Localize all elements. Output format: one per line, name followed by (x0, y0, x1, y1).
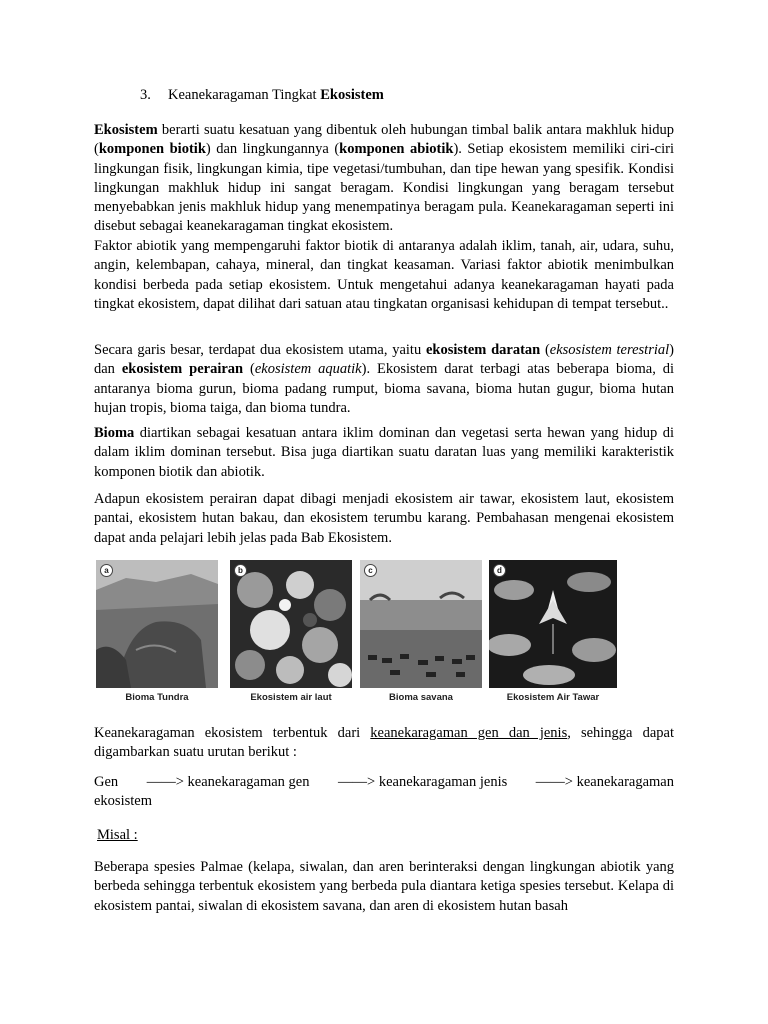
underlined-phrase: keanekaragaman gen dan jenis (370, 725, 568, 741)
text: diartikan sebagai kesatuan antara iklim dominan dan vegetasi serta hewan yang hidup di dalam iklim dominan tersebut. Bisa juga diartikan suatu daratan luas yang memiliki karakteristik komponen biotik dan abiotik. (94, 425, 674, 480)
ecosystem-figure (94, 560, 624, 708)
text: berarti suatu kesatuan yang dibentuk oleh hubungan timbal balik antara makhluk hidup ( (94, 122, 674, 158)
paragraph-faktor-abiotik: Faktor abiotik yang mempengaruhi faktor biotik di antaranya adalah iklim, tanah, air, udara, suhu, angin, kelembapan, cahaya, mineral, dan tingkat keasaman. Variasi faktor abiotik menimbulkan kondisi berbeda pada setiap ekosistem. Untuk mengetahui adanya keanekaragaman hayati pada tingkat ekosistem, dapat dilihat dari satuan atau tingkatan organisasi kehidupan di tempat tersebut.. (94, 238, 674, 312)
text: ) dan lingkungannya ( (205, 141, 340, 158)
term-komponen-biotik: komponen biotik (98, 141, 206, 158)
section-heading (140, 86, 384, 105)
panel-letter-a: a (100, 564, 113, 577)
sequence-line (94, 773, 674, 792)
term-bioma: Bioma (94, 425, 135, 441)
caption-bioma-savana: Bioma savana (389, 692, 453, 703)
term-aquatik: ekosistem aquatik (254, 361, 362, 378)
term-komponen-abiotik: komponen abiotik (339, 141, 454, 158)
text: ( (243, 361, 255, 378)
term-ekosistem-perairan: ekosistem perairan (121, 361, 244, 378)
caption-ekosistem-air-laut: Ekosistem air laut (250, 692, 332, 703)
paragraph-ekosistem-definition (94, 121, 674, 237)
panel-letter-d: d (493, 564, 506, 577)
panel-letter-b: b (234, 564, 247, 577)
term-ekosistem-daratan: ekosistem daratan (425, 342, 541, 358)
sequence-ekosistem: ekosistem (94, 793, 152, 810)
text: ). Ekosistem darat terbagi atas beberapa bioma, di antaranya bioma gurun, bioma padang rumput, bioma savana, bioma hutan gugur, bioma hutan hujan tropis, bioma taiga, dan bioma tundra. (94, 361, 675, 416)
term-terestrial: eksosistem terestrial (549, 342, 670, 358)
photo-bioma-tundra (96, 560, 218, 688)
text: Keanekaragaman ekosistem terbentuk dari (94, 725, 371, 741)
caption-ekosistem-air-tawar: Ekosistem Air Tawar (506, 692, 600, 703)
paragraph-keanekaragaman-ekosistem (94, 724, 674, 763)
paragraph-palmae-example: Beberapa spesies Palmae (kelapa, siwalan, dan aren berinteraksi dengan lingkungan abiotik yang berbeda sehingga terbentuk ekosistem yang berbeda pula diantara ketiga spesies tersebut. Kelapa di ekosistem pantai, siwalan di ekosistem savana, dan aren di ekosistem hutan basah (94, 859, 674, 914)
text: ). Setiap ekosistem memiliki ciri-ciri lingkungan fisik, lingkungan kimia, tipe vegetasi/tumbuhan, dan tipe hewan yang spesifik. Kondisi lingkungan makhluk hidup ini sangat beragam. Kondisi lingkungan yang beragam tersebut menyebabkan jenis makhluk hidup yang menempatinya beragam pula. Keanekaragaman seperti ini disebut sebagai keanekaragaman tingkat ekosistem. (94, 141, 674, 235)
photo-bioma-savana (360, 560, 482, 688)
text: ( (540, 342, 550, 358)
text: Misal : (97, 827, 138, 843)
panel-letter-c: c (364, 564, 377, 577)
text: , sehingga dapat digambarkan suatu urutan berikut : (94, 725, 674, 761)
text: Secara garis besar, terdapat dua ekosistem utama, yaitu (94, 342, 426, 358)
heading-text: Keanekaragaman Tingkat (168, 87, 321, 103)
sequence-keanekaragaman-jenis: ——> keanekaragaman jenis (338, 774, 508, 790)
caption-bioma-tundra: Bioma Tundra (125, 692, 189, 703)
text: ) dan (94, 342, 674, 378)
example-label (97, 826, 677, 845)
term-ekosistem: Ekosistem (94, 122, 158, 138)
paragraph-ekosistem-perairan: Adapun ekosistem perairan dapat dibagi menjadi ekosistem air tawar, ekosistem laut, ekosistem pantai, ekosistem hutan bakau, dan ekosistem terumbu karang. Pembahasan mengenai ekosistem dapat anda pelajari lebih jelas pada Bab Ekosistem. (94, 491, 674, 546)
sequence-diagram-text (94, 773, 674, 812)
paragraph-ekosistem-utama (94, 341, 674, 418)
photo-ekosistem-air-laut (230, 560, 352, 688)
sequence-gen: Gen (94, 774, 119, 790)
sequence-keanekaragaman: ——> keanekaragaman (535, 774, 674, 790)
paragraph-bioma (94, 424, 674, 482)
section-number: 3. (140, 87, 151, 103)
photo-ekosistem-air-tawar (489, 560, 617, 688)
sequence-keanekaragaman-gen: ——> keanekaragaman gen (146, 774, 310, 790)
heading-bold: Ekosistem (320, 87, 384, 103)
